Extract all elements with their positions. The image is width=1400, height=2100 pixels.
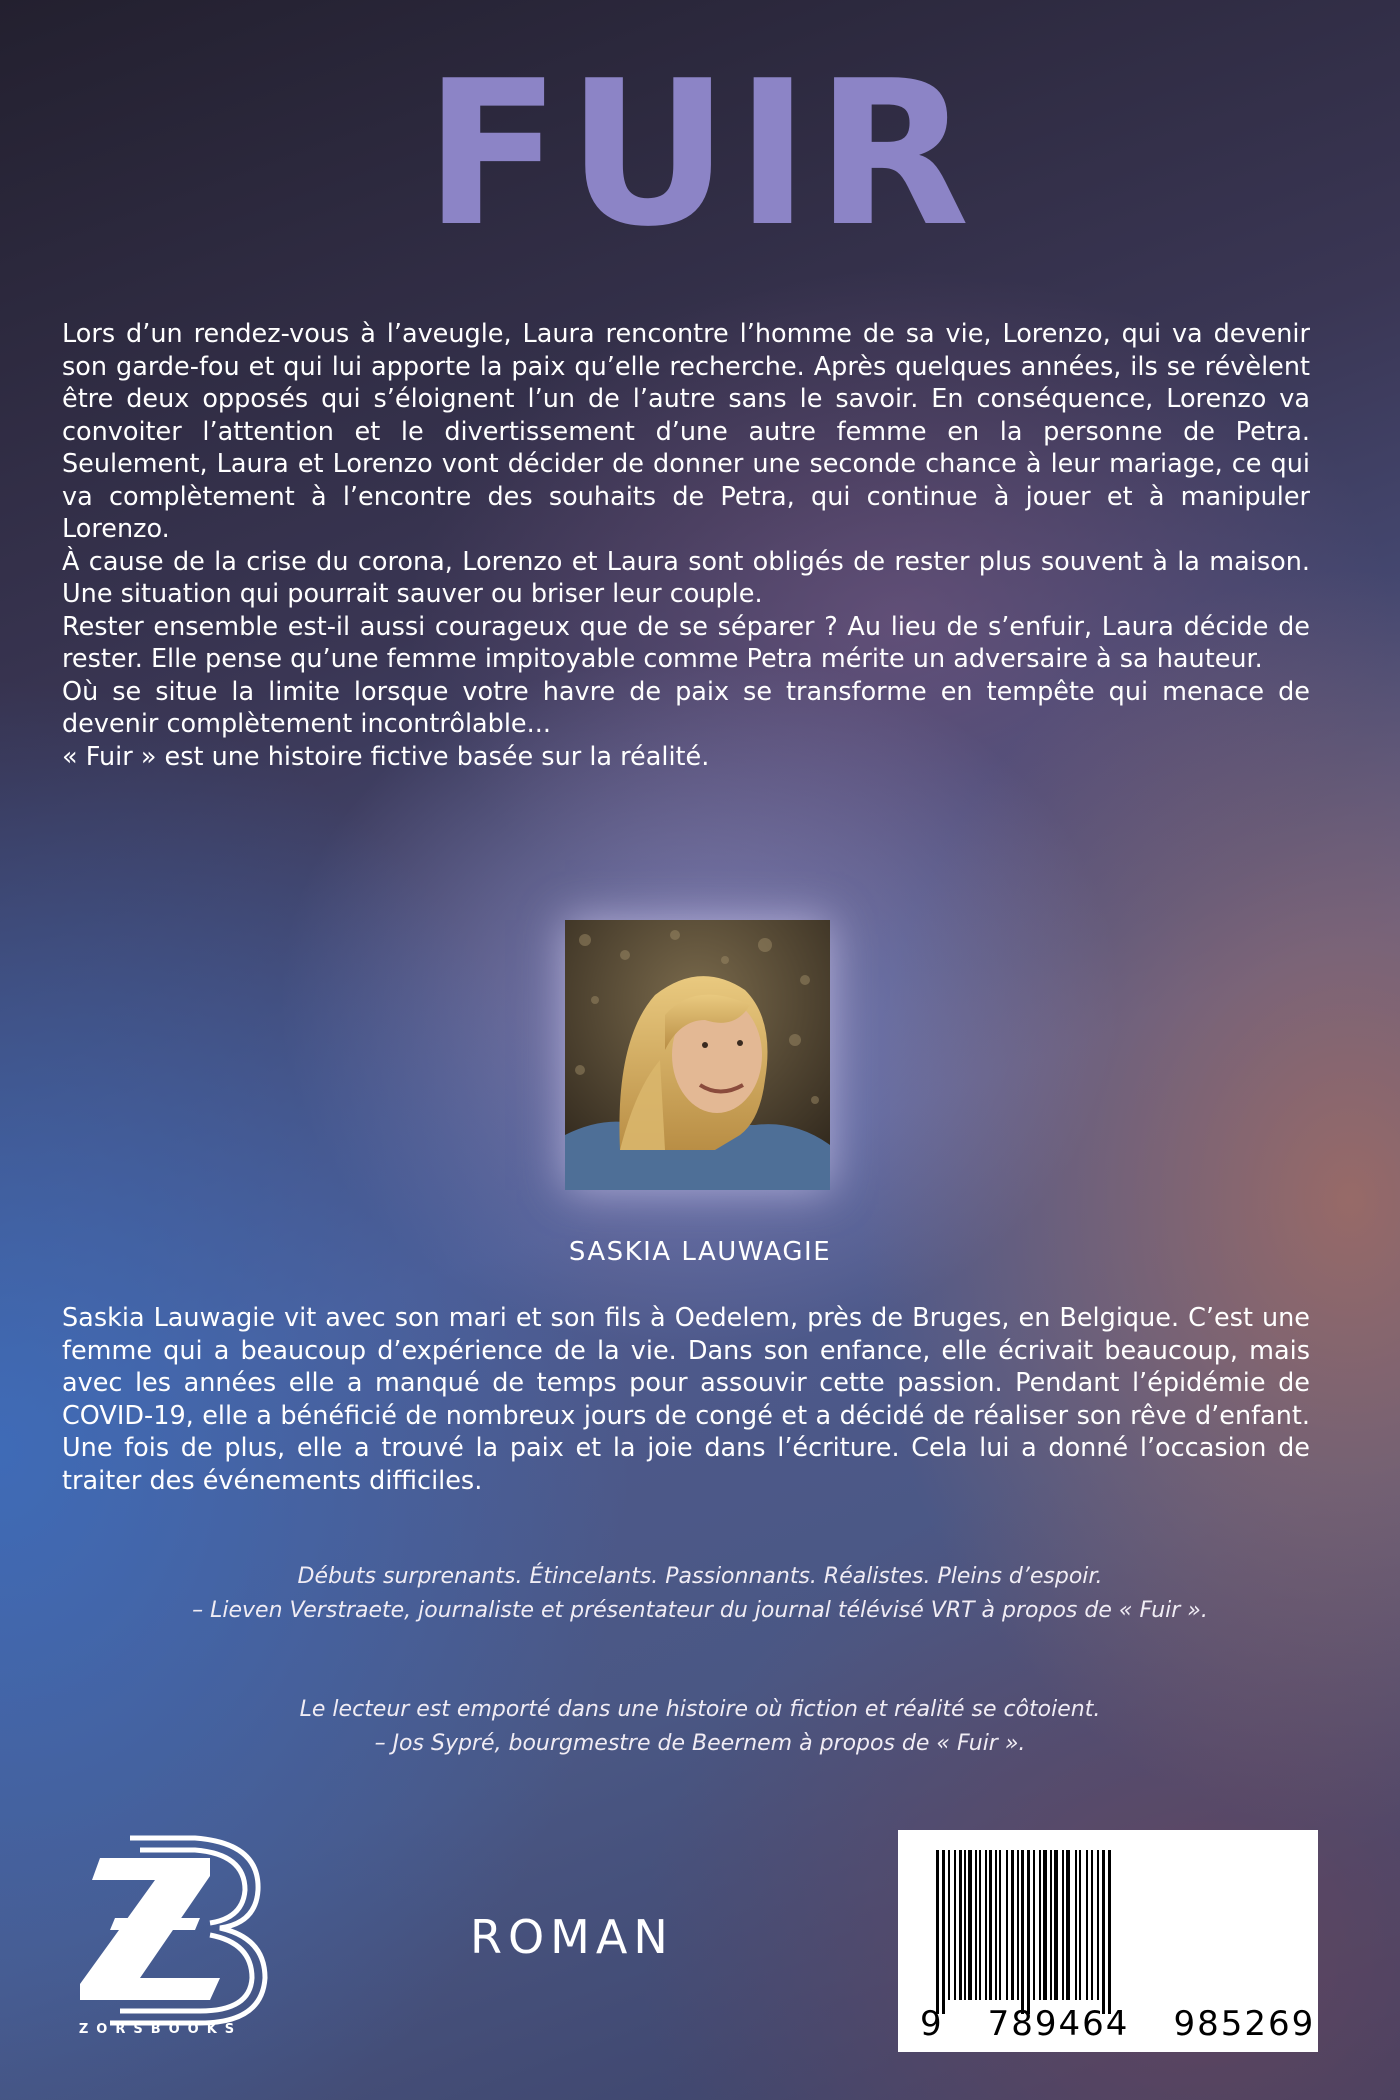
quote-text: Débuts surprenants. Étincelants. Passionnants. Réalistes. Pleins d’espoir. bbox=[297, 1564, 1103, 1589]
barcode-bar bbox=[948, 1850, 950, 2000]
barcode-bar bbox=[964, 1850, 966, 2000]
isbn-barcode bbox=[898, 1830, 1318, 2052]
author-bio: Saskia Lauwagie vit avec son mari et son fils à Oedelem, près de Bruges, en Belgique. C’est une femme qui a beaucoup d’expérience de la vie. Dans son enfance, elle écrivait beaucoup, mais avec les années elle a manqué de temps pour assouvir cette passion. Pendant l’épidémie de COVID-19, elle a bénéficié de nombreux jours de congé et a décidé de réaliser son rêve d’enfant. Une fois de plus, elle a trouvé la paix et la joie dans l’écriture. Cela lui a donné l’occasion de traiter des événements difficiles. bbox=[62, 1303, 1310, 1496]
synopsis-paragraph: Où se situe la limite lorsque votre havre de paix se transforme en tempête qui menace de devenir complètement incontrôlable... bbox=[62, 676, 1310, 739]
synopsis-paragraph: À cause de la crise du corona, Lorenzo et Laura sont obligés de rester plus souvent à la maison. Une situation qui pourrait sauver ou briser leur couple. bbox=[62, 546, 1310, 609]
synopsis-paragraph: « Fuir » est une histoire fictive basée sur la réalité. bbox=[62, 741, 710, 772]
barcode-bar bbox=[1039, 1850, 1041, 2000]
isbn-number bbox=[898, 2004, 1318, 2044]
barcode-bar bbox=[995, 1850, 997, 2000]
barcode-guard-bar bbox=[942, 1850, 945, 2014]
synopsis-paragraph: Rester ensemble est-il aussi courageux que de se séparer ? Au lieu de s’enfuir, Laura décide de rester. Elle pense qu’une femme impitoyable comme Petra mérite un adversaire à sa hauteur. bbox=[62, 611, 1310, 674]
barcode-guard-bar bbox=[1021, 1850, 1024, 2014]
barcode-bar bbox=[1097, 1850, 1099, 2000]
barcode-bar bbox=[959, 1850, 962, 2000]
barcode-bar bbox=[1050, 1850, 1052, 2000]
barcode-bar bbox=[954, 1850, 956, 2000]
barcode-bar bbox=[985, 1850, 987, 2000]
genre-label: ROMAN bbox=[470, 1910, 674, 1964]
barcode-guard-bar bbox=[1102, 1850, 1105, 2014]
barcode-bar bbox=[1017, 1850, 1019, 2000]
barcode-guard-bar bbox=[1027, 1850, 1030, 2014]
review-quote bbox=[0, 1693, 1400, 1761]
review-quote bbox=[0, 1560, 1400, 1628]
author-photo bbox=[565, 920, 830, 1190]
isbn-left-group: 789464 bbox=[987, 2004, 1130, 2044]
publisher-name: ZORSBOOKS bbox=[78, 2022, 243, 2037]
barcode-bar bbox=[1043, 1850, 1047, 2000]
barcode-bar bbox=[1011, 1850, 1014, 2000]
isbn-first-digit: 9 bbox=[920, 2004, 944, 2044]
quote-source: – Jos Sypré, bourgmestre de Beernem à propos de « Fuir ». bbox=[374, 1731, 1026, 1756]
synopsis bbox=[62, 318, 1310, 773]
barcode-bar bbox=[1062, 1850, 1064, 2000]
barcode-guard-bar bbox=[1108, 1850, 1111, 2014]
author-name: SASKIA LAUWAGIE bbox=[568, 1237, 832, 1267]
barcode-bar bbox=[1086, 1850, 1088, 2000]
barcode-bar bbox=[975, 1850, 977, 2000]
zorsbooks-zb-logo-icon bbox=[70, 1828, 270, 2038]
barcode-bar bbox=[999, 1850, 1001, 2000]
barcode-bar bbox=[1079, 1850, 1081, 2000]
barcode-bar bbox=[1006, 1850, 1008, 2000]
quote-text: Le lecteur est emporté dans une histoire où fiction et réalité se côtoient. bbox=[299, 1697, 1101, 1722]
barcode-bar bbox=[968, 1850, 972, 2000]
book-title: FUIR bbox=[424, 38, 976, 271]
barcode-guard-bar bbox=[936, 1850, 939, 2014]
barcode-bar bbox=[1091, 1850, 1093, 2000]
barcode-bar bbox=[1066, 1850, 1070, 2000]
synopsis-paragraph: Lors d’un rendez-vous à l’aveugle, Laura rencontre l’homme de sa vie, Lorenzo, qui va devenir son garde-fou et qui lui apporte la paix qu’elle recherche. Après quelques années, ils se révèlent être deux opposés qui s’éloignent l’un de l’autre sans le savoir. En conséquence, Lorenzo va convoiter l’attention et le divertissement d’une autre femme en la personne de Petra. Seulement, Laura et Lorenzo vont décider de donner une seconde chance à leur mariage, ce qui va complètement à l’encontre des souhaits de Petra, qui continue à jouer et à manipuler Lorenzo. bbox=[62, 319, 1310, 544]
isbn-right-group: 985269 bbox=[1173, 2004, 1316, 2044]
quote-source: – Lieven Verstraete, journaliste et présentateur du journal télévisé VRT à propos de « Fuir ». bbox=[192, 1598, 1208, 1623]
barcode-bar bbox=[989, 1850, 992, 2000]
barcode-bar bbox=[1075, 1850, 1077, 2000]
barcode-bar bbox=[1033, 1850, 1035, 2000]
barcode-bar bbox=[1054, 1850, 1058, 2000]
barcode-bar bbox=[979, 1850, 981, 2000]
